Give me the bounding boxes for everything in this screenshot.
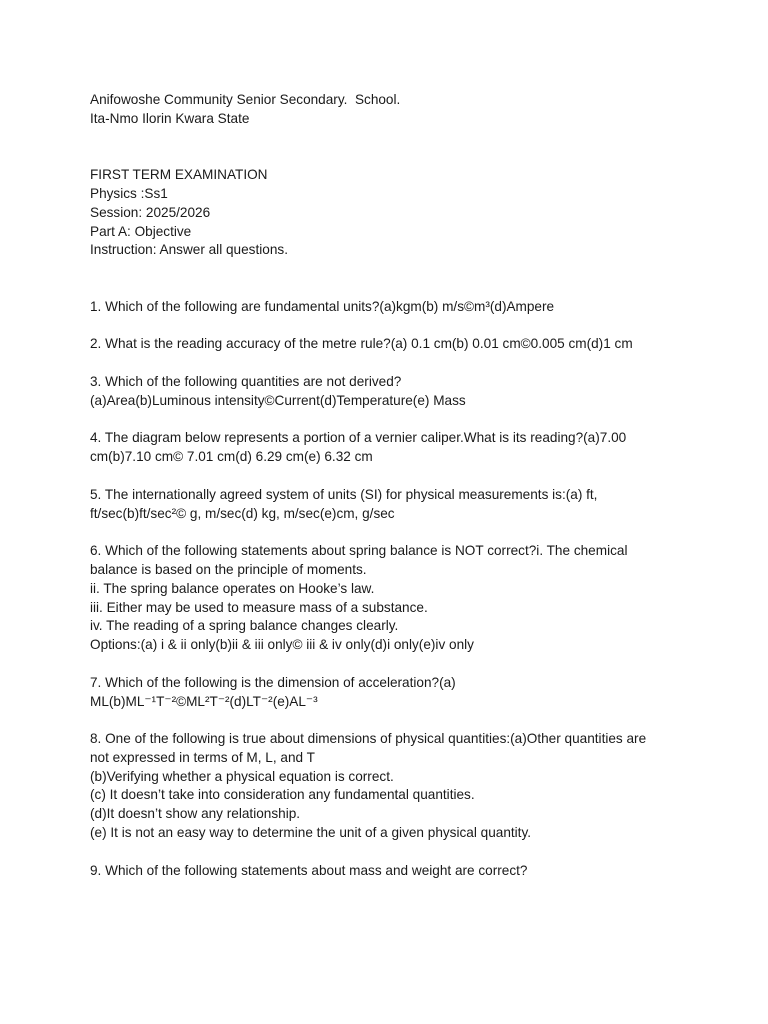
exam-instruction: Instruction: Answer all questions. <box>90 242 288 258</box>
question-text-line: ML(b)ML⁻¹T⁻²©ML²T⁻²(d)LT⁻²(e)AL⁻³ <box>90 693 318 709</box>
exam-subject: Physics :Ss1 <box>90 185 168 201</box>
question-4 <box>90 429 680 467</box>
question-6 <box>90 542 680 655</box>
question-7 <box>90 674 680 712</box>
spacer <box>90 129 680 148</box>
question-text-line: ft/sec(b)ft/sec²© g, m/sec(d) kg, m/sec(e)cm, g/sec <box>90 505 395 521</box>
document-content <box>90 91 680 880</box>
question-text-line: 8. One of the following is true about dimensions of physical quantities:(a)Other quantities are <box>90 731 647 747</box>
exam-part: Part A: Objective <box>90 223 192 239</box>
spacer <box>90 411 680 430</box>
question-text-line: 4. The diagram below represents a portion of a vernier caliper.What is its reading?(a)7.00 <box>90 430 627 446</box>
spacer <box>90 147 680 166</box>
question-text-line: 7. Which of the following is the dimension of acceleration?(a) <box>90 674 456 690</box>
question-text-line: 1. Which of the following are fundamental units?(a)kgm(b) m/s©m³(d)Ampere <box>90 298 555 314</box>
spacer <box>90 523 680 542</box>
spacer <box>90 354 680 373</box>
exam-session: Session: 2025/2026 <box>90 204 211 220</box>
question-text-line: Options:(a) i & ii only(b)ii & iii only© iii & iv only(d)i only(e)iv only <box>90 637 474 653</box>
question-text-line: balance is based on the principle of moments. <box>90 561 367 577</box>
spacer <box>90 843 680 862</box>
question-text-line: ii. The spring balance operates on Hooke’s law. <box>90 580 375 596</box>
question-text-line: 5. The internationally agreed system of units (SI) for physical measurements is:(a) ft, <box>90 486 598 502</box>
question-8 <box>90 730 680 843</box>
question-9 <box>90 862 680 881</box>
school-location: Ita-Nmo Ilorin Kwara State <box>90 110 250 126</box>
question-text-line: 3. Which of the following quantities are not derived? <box>90 373 402 389</box>
question-text-line: 9. Which of the following statements about mass and weight are correct? <box>90 862 528 878</box>
question-text-line: iii. Either may be used to measure mass of a substance. <box>90 599 428 615</box>
spacer <box>90 279 680 298</box>
question-text-line: iv. The reading of a spring balance changes clearly. <box>90 618 399 634</box>
spacer <box>90 317 680 336</box>
question-2 <box>90 335 680 354</box>
spacer <box>90 260 680 279</box>
spacer <box>90 711 680 730</box>
school-name: Anifowoshe Community Senior Secondary. School. <box>90 92 401 107</box>
question-text-line: (b)Verifying whether a physical equation is correct. <box>90 768 394 784</box>
spacer <box>90 655 680 674</box>
question-text-line: (c) It doesn’t take into consideration any fundamental quantities. <box>90 787 475 803</box>
exam-title: FIRST TERM EXAMINATION <box>90 167 268 183</box>
question-text-line: 6. Which of the following statements about spring balance is NOT correct?i. The chemical <box>90 543 628 559</box>
question-text-line: 2. What is the reading accuracy of the metre rule?(a) 0.1 cm(b) 0.01 cm©0.005 cm(d)1 cm <box>90 336 633 352</box>
question-1 <box>90 298 680 317</box>
question-text-line: cm(b)7.10 cm© 7.01 cm(d) 6.29 cm(e) 6.32 cm <box>90 449 373 465</box>
question-text-line: (e) It is not an easy way to determine the unit of a given physical quantity. <box>90 825 532 841</box>
spacer <box>90 467 680 486</box>
question-text-line: (a)Area(b)Luminous intensity©Current(d)Temperature(e) Mass <box>90 392 466 408</box>
question-text-line: (d)It doesn’t show any relationship. <box>90 806 301 822</box>
question-text-line: not expressed in terms of M, L, and T <box>90 749 315 765</box>
question-list <box>90 298 680 881</box>
question-5 <box>90 486 680 524</box>
question-3 <box>90 373 680 411</box>
